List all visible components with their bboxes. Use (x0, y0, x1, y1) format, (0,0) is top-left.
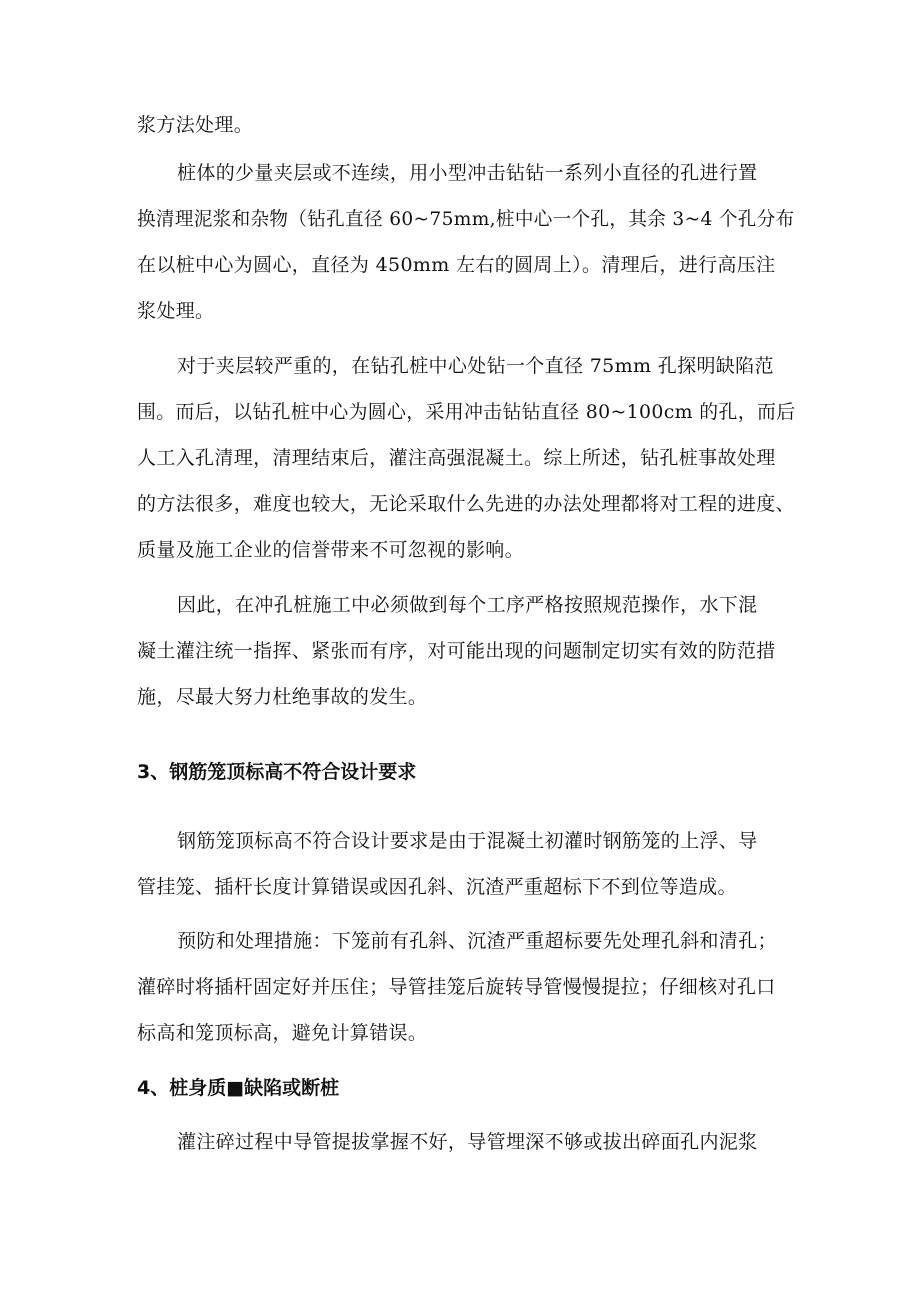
text-line: 的方法很多，难度也较大，无论采取什么先进的办法处理都将对工程的进度、 (137, 493, 795, 515)
text-line: 施，尽最大努力杜绝事故的发生。 (137, 686, 428, 708)
text-line: 人工入孔清理，清理结束后，灌注高强混凝土。综上所述，钻孔桩事故处理 (137, 447, 776, 469)
text-line: 换清理泥浆和杂物（钻孔直径 60~75mm,桩中心一个孔，其余 3~4 个孔分布 (137, 208, 795, 230)
text-line: 管挂笼、插杆长度计算错误或因孔斜、沉渣严重超标下不到位等造成。 (137, 876, 737, 898)
text-line: 标高和笼顶标高，避免计算错误。 (137, 1022, 428, 1044)
section-heading-4: 4、桩身质■缺陷或断桩 (137, 1077, 340, 1099)
text-line: 灌注碎过程中导管提拔掌握不好，导管埋深不够或拔出碎面孔内泥浆 (177, 1131, 758, 1153)
text-line: 凝土灌注统一指挥、紧张而有序，对可能出现的问题制定切实有效的防范措 (137, 640, 776, 662)
section-heading-3: 3、钢筋笼顶标高不符合设计要求 (137, 761, 417, 783)
text-line: 围。而后，以钻孔桩中心为圆心，采用冲击钻钻直径 80~100cm 的孔，而后 (137, 401, 796, 423)
text-line: 浆方法处理。 (137, 114, 254, 136)
text-line: 质量及施工企业的信誉带来不可忽视的影响。 (137, 539, 525, 561)
text-line: 因此，在冲孔桩施工中必须做到每个工序严格按照规范操作，水下混 (177, 594, 758, 616)
text-line: 灌碎时将插杆固定好并压住；导管挂笼后旋转导管慢慢提拉；仔细核对孔口 (137, 976, 776, 998)
text-line: 对于夹层较严重的，在钻孔桩中心处钻一个直径 75mm 孔探明缺陷范 (177, 355, 774, 377)
text-line: 钢筋笼顶标高不符合设计要求是由于混凝土初灌时钢筋笼的上浮、导 (177, 830, 758, 852)
text-line: 预防和处理措施：下笼前有孔斜、沉渣严重超标要先处理孔斜和清孔； (177, 930, 777, 952)
text-line: 在以桩中心为圆心，直径为 450mm 左右的圆周上）。清理后，进行高压注 (137, 254, 776, 276)
text-line: 桩体的少量夹层或不连续，用小型冲击钻钻一系列小直径的孔进行置 (177, 162, 758, 184)
text-line: 浆处理。 (137, 300, 215, 322)
